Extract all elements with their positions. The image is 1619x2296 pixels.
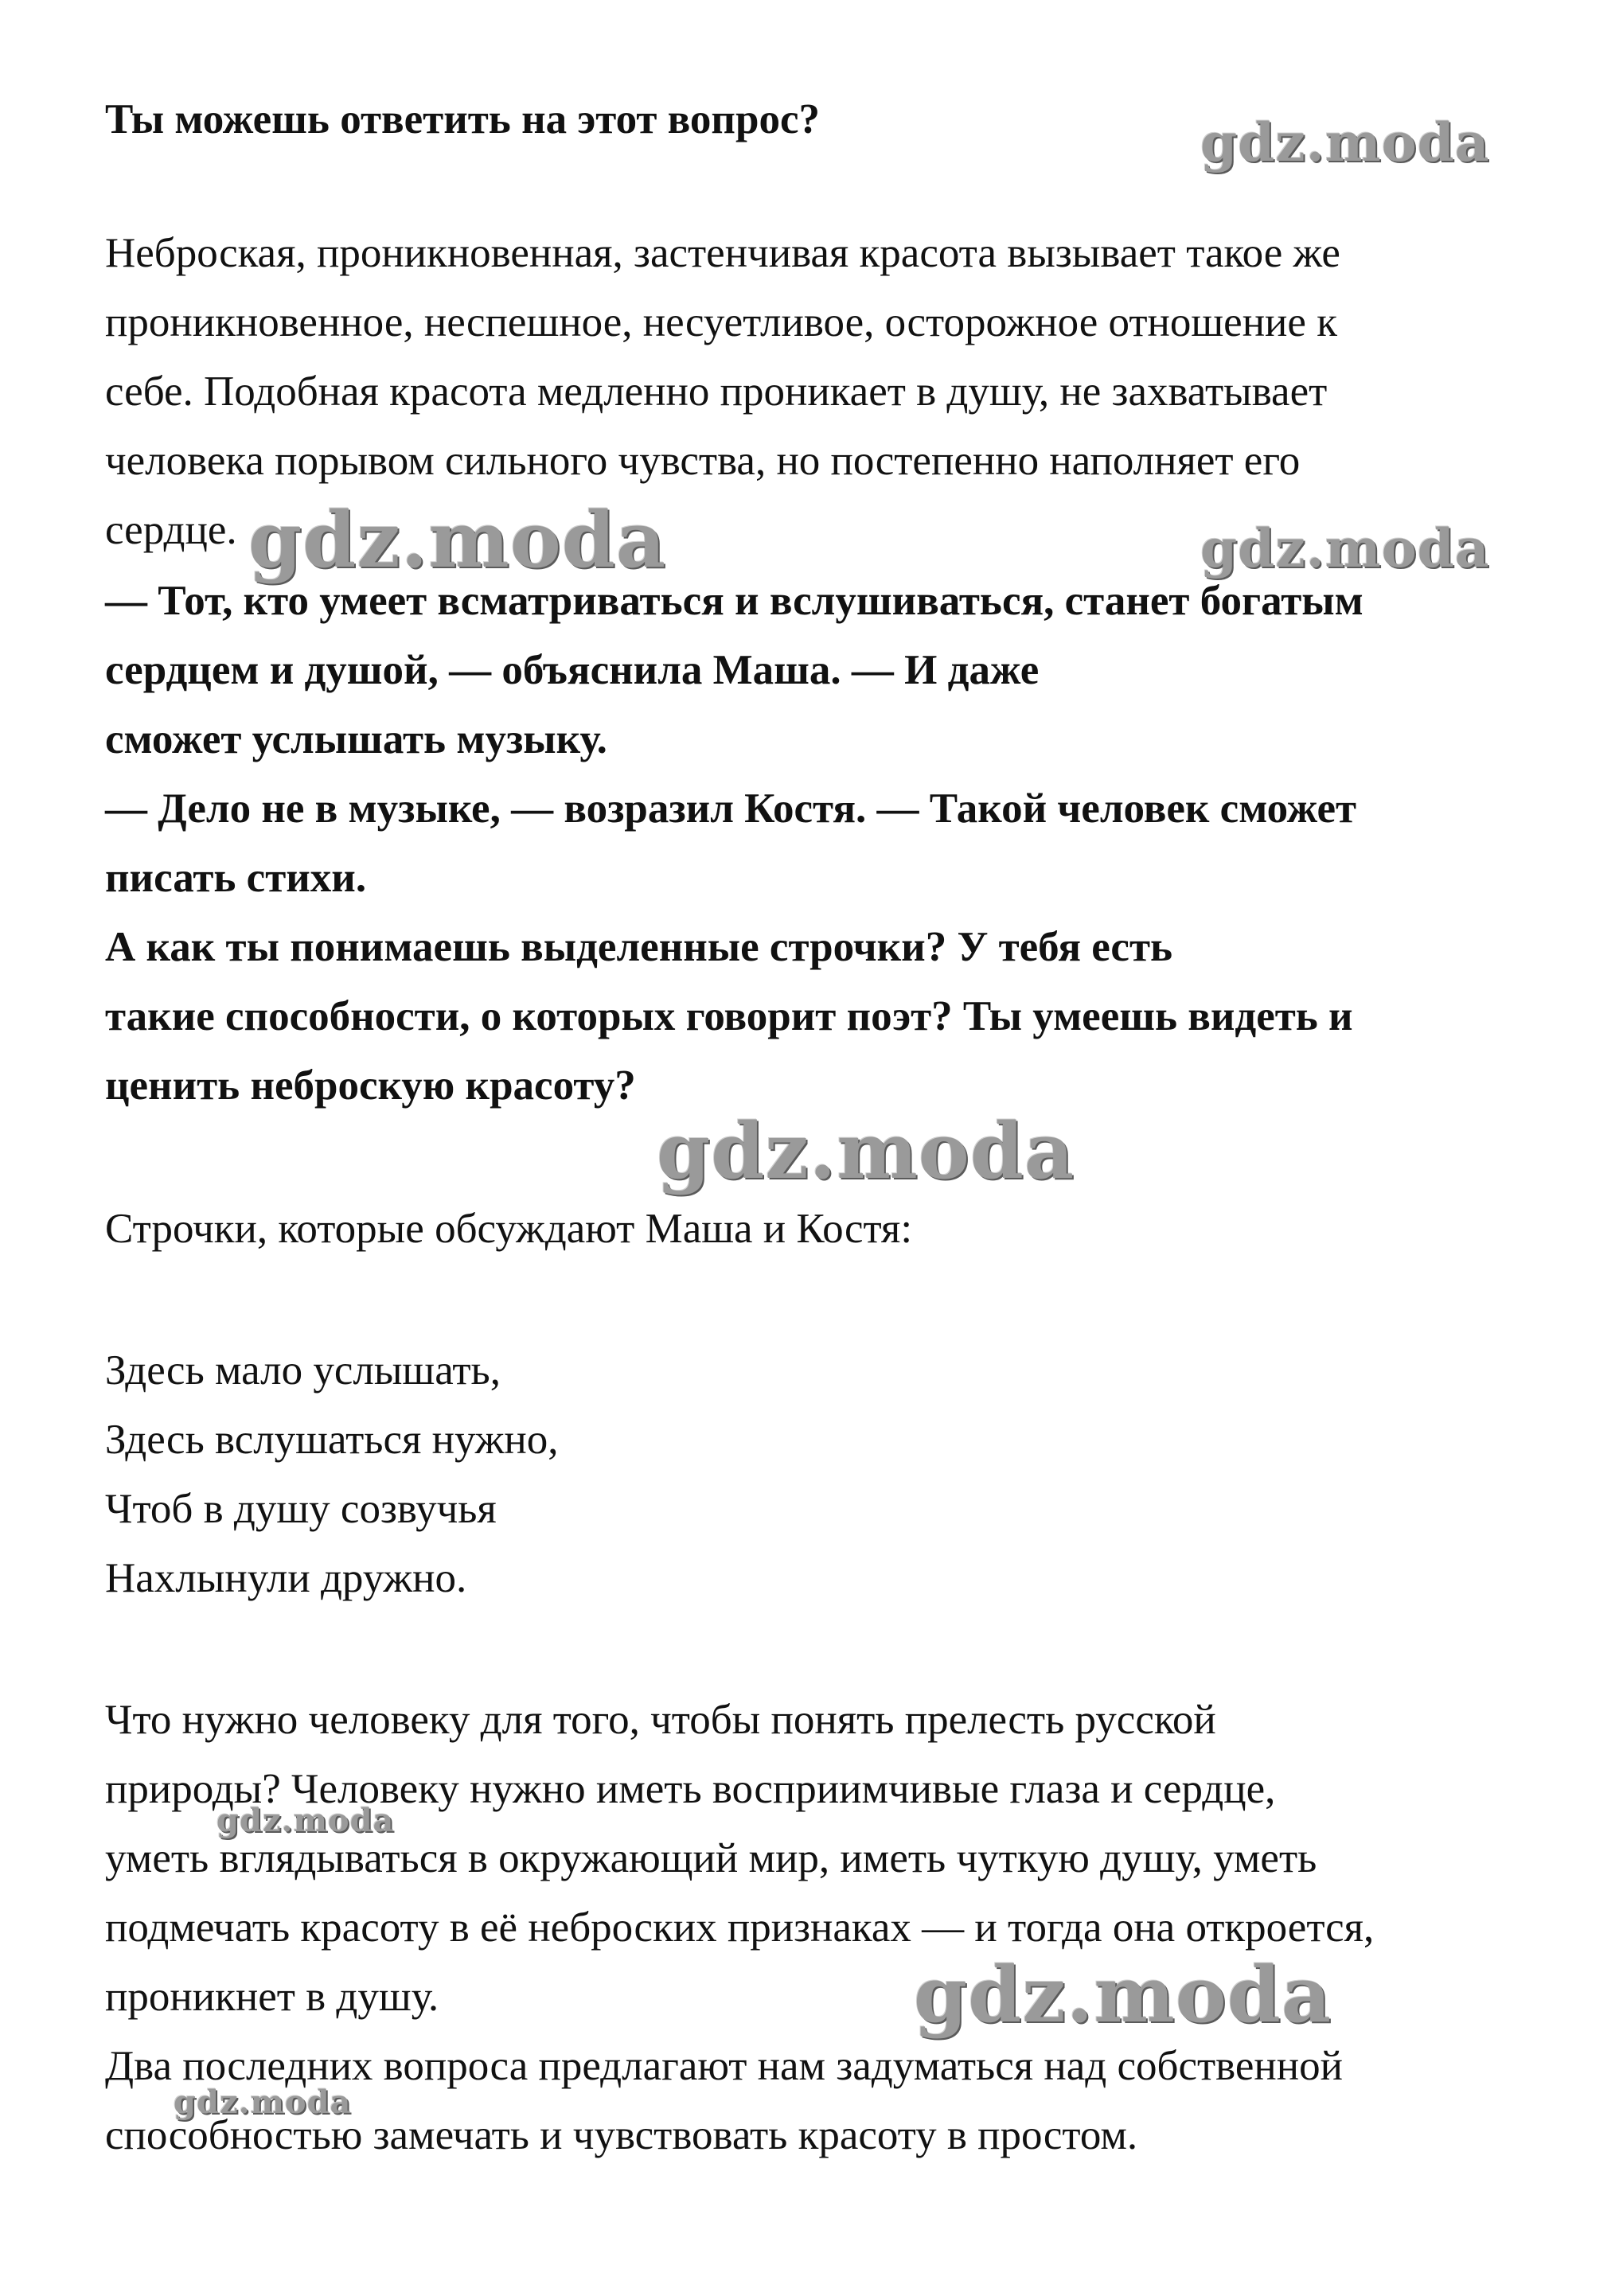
answer-p2-line-5: проникнет в душу. bbox=[105, 1974, 439, 2020]
answer-p1-line-2: проникновенное, неспешное, несуетливое, осторожное отношение к bbox=[105, 299, 1337, 345]
answer-p2-line-2: природы? Человеку нужно иметь восприимчивые глаза и сердце, bbox=[105, 1766, 1276, 1812]
watermark-logo: gdz.moda bbox=[1200, 111, 1490, 173]
answer-p2-line-4: подмечать красоту в её неброских признаках — и тогда она откроется, bbox=[105, 1904, 1375, 1951]
poem-line-2: Здесь вслушаться нужно, bbox=[105, 1417, 559, 1463]
answer-p2-line-1: Что нужно человеку для того, чтобы понять прелесть русской bbox=[105, 1697, 1216, 1743]
question-title: Ты можешь ответить на этот вопрос? bbox=[105, 96, 820, 142]
watermark-logo: gdz.moda bbox=[657, 1106, 1075, 1196]
bold-line-2: сердцем и душой, — объяснила Маша. — И даже bbox=[105, 647, 1040, 693]
bold-line-6: А как ты понимаешь выделенные строчки? У тебя есть bbox=[105, 924, 1173, 970]
bold-line-5: писать стихи. bbox=[105, 855, 367, 901]
bold-line-3: сможет услышать музыку. bbox=[105, 716, 607, 762]
answer-p2-line-3: уметь вглядываться в окружающий мир, иметь чуткую душу, уметь bbox=[105, 1835, 1317, 1881]
poem-intro: Строчки, которые обсуждают Маша и Костя: bbox=[105, 1206, 913, 1252]
watermark-logo: gdz.moda bbox=[174, 2084, 352, 2121]
answer-p1-line-5: сердце. bbox=[105, 507, 237, 553]
watermark-logo: gdz.moda bbox=[1200, 517, 1490, 579]
answer-p1-line-4: человека порывом сильного чувства, но постепенно наполняет его bbox=[105, 438, 1301, 484]
poem-line-1: Здесь мало услышать, bbox=[105, 1347, 501, 1394]
answer-p1-line-1: Неброская, проникновенная, застенчивая красота вызывает такое же bbox=[105, 230, 1340, 276]
bold-line-1: — Тот, кто умеет всматриваться и вслушиваться, станет богатым bbox=[105, 578, 1363, 624]
answer-p2-line-7: способностью замечать и чувствовать красоту в простом. bbox=[105, 2112, 1138, 2158]
watermark-logo: gdz.moda bbox=[914, 1950, 1332, 2040]
bold-line-4: — Дело не в музыке, — возразил Костя. — Такой человек сможет bbox=[105, 785, 1357, 832]
answer-p2-line-6: Два последних вопроса предлагают нам задуматься над собственной bbox=[105, 2043, 1343, 2089]
bold-line-8: ценить неброскую красоту? bbox=[105, 1062, 636, 1109]
watermark-logo: gdz.moda bbox=[248, 495, 667, 585]
poem-line-4: Нахлынули дружно. bbox=[105, 1555, 467, 1601]
bold-line-7: такие способности, о которых говорит поэт? Ты умеешь видеть и bbox=[105, 993, 1353, 1039]
answer-p1-line-3: себе. Подобная красота медленно проникает в душу, не захватывает bbox=[105, 368, 1328, 415]
poem-line-3: Чтоб в душу созвучья bbox=[105, 1486, 497, 1532]
watermark-logo: gdz.moda bbox=[217, 1802, 395, 1839]
